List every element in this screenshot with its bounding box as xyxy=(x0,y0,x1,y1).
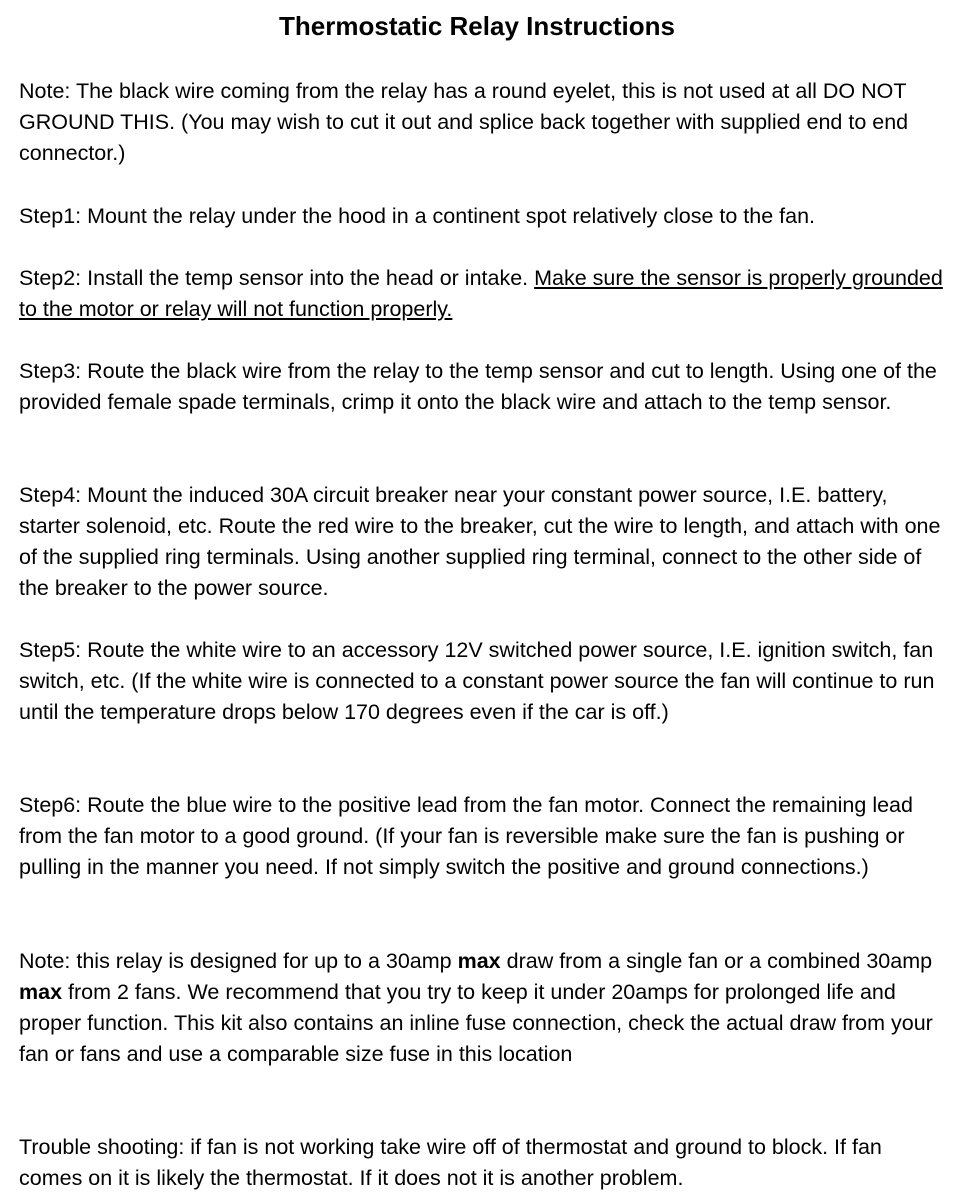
step-4: Step4: Mount the induced 30A circuit breaker near your constant power source, I.E. battery, starter solenoid, etc. Route the red wire to the breaker, cut the wire to length, and attach with one of the supplied ring terminals. Using another supplied ring terminal, connect to the other side of the breaker to the power source. xyxy=(19,483,941,600)
step-3: Step3: Route the black wire from the relay to the temp sensor and cut to length. Using one of the provided female spade terminals, crimp it onto the black wire and attach to the temp sensor. xyxy=(19,359,937,414)
note-amperage-max-1: max xyxy=(457,949,501,973)
note-amperage-text-1: Note: this relay is designed for up to a 30amp xyxy=(19,949,458,973)
step-5: Step5: Route the white wire to an accessory 12V switched power source, I.E. ignition switch, fan switch, etc. (If the white wire is connected to a constant power source the fan will continue to run until the temperature drops below 170 degrees even if the car is off.) xyxy=(19,638,935,724)
step-2-warning: Make sure the sensor is properly grounded to the motor or relay will not function properly. xyxy=(19,266,943,321)
page-title: Thermostatic Relay Instructions xyxy=(279,11,675,41)
step-2-text: Step2: Install the temp sensor into the head or intake. xyxy=(19,266,535,290)
note-amperage-text-2: draw from a single fan or a combined 30amp xyxy=(500,949,933,973)
step-6: Step6: Route the blue wire to the positive lead from the fan motor. Connect the remaining lead from the fan motor to a good ground. (If your fan is reversible make sure the fan is pushing or pulling in the manner you need. If not simply switch the positive and ground connections.) xyxy=(19,793,913,879)
note-amperage xyxy=(19,946,949,1070)
troubleshooting: Trouble shooting: if fan is not working take wire off of thermostat and ground to block. If fan comes on it is likely the thermostat. If it does not it is another problem. xyxy=(19,1135,882,1190)
note-amperage-max-2: max xyxy=(19,980,63,1004)
step-2 xyxy=(19,263,949,325)
note-eyelet: Note: The black wire coming from the relay has a round eyelet, this is not used at all DO NOT GROUND THIS. (You may wish to cut it out and splice back together with supplied end to end connector.) xyxy=(19,79,909,165)
note-amperage-text-3: from 2 fans. We recommend that you try to keep it under 20amps for prolonged life and proper function. This kit also contains an inline fuse connection, check the actual draw from your fan or fans and use a comparable size fuse in this location xyxy=(19,980,933,1066)
step-1: Step1: Mount the relay under the hood in a continent spot relatively close to the fan. xyxy=(19,204,816,228)
